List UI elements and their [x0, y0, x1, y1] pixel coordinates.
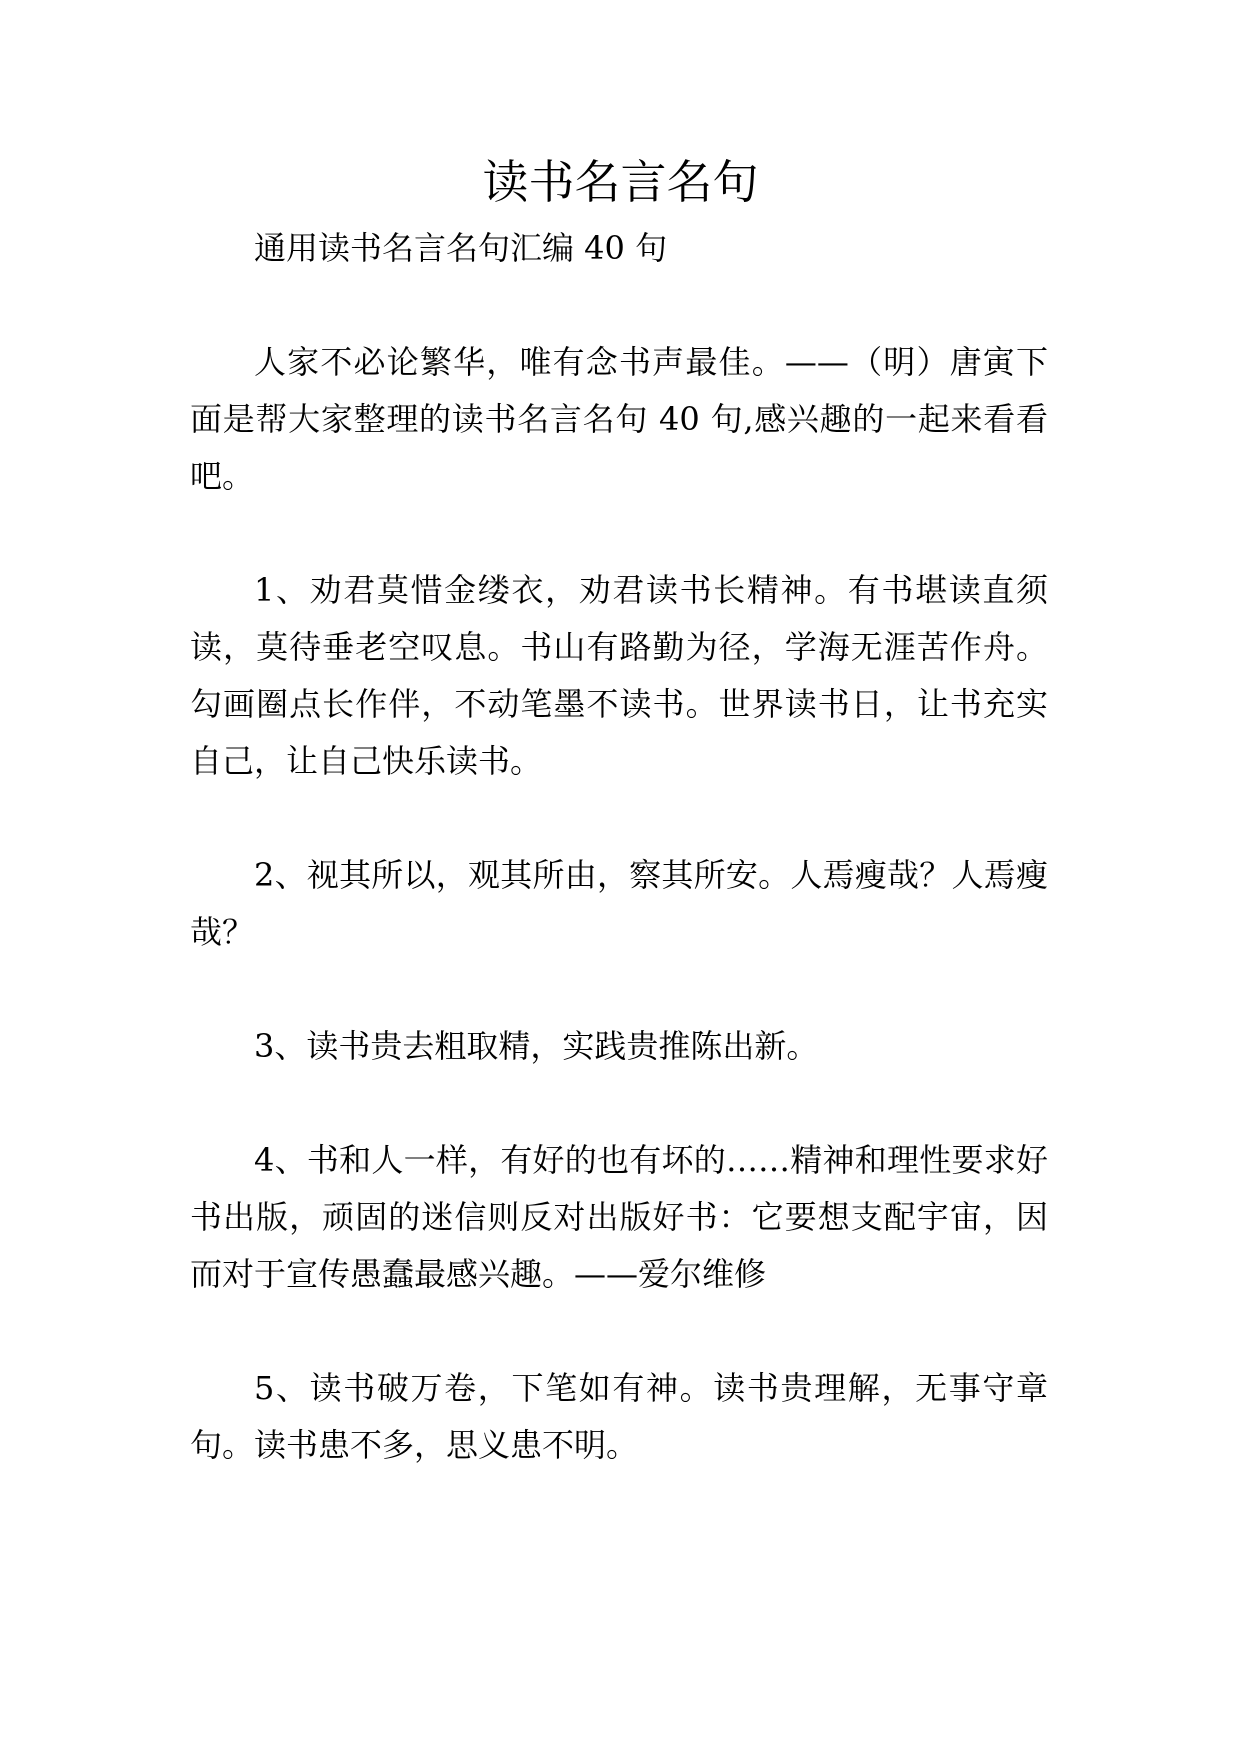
quote-paragraph-1: 1、劝君莫惜金缕衣，劝君读书长精神。有书堪读直须读，莫待垂老空叹息。书山有路勤为径，学海无涯苦作舟。勾画圈点长作伴，不动笔墨不读书。世界读书日，让书充实自己，让自己快乐读书。 — [190, 571, 1048, 780]
quote-paragraph-2: 2、视其所以，观其所由，察其所安。人焉瘦哉？人焉瘦哉？ — [190, 856, 1048, 951]
document-subtitle: 通用读书名言名句汇编 40 句 — [254, 229, 668, 267]
quote-paragraph-4: 4、书和人一样，有好的也有坏的……精神和理性要求好书出版，顽固的迷信则反对出版好书：它要想支配宇宙，因而对于宣传愚蠢最感兴趣。——爱尔维修 — [190, 1141, 1048, 1293]
quote-paragraph-3: 3、读书贵去粗取精，实践贵推陈出新。 — [254, 1027, 819, 1065]
document-body — [190, 220, 1048, 1531]
document-title: 读书名言名句 — [482, 155, 759, 209]
intro-paragraph: 人家不必论繁华，唯有念书声最佳。——（明）唐寅下面是帮大家整理的读书名言名句 40 句,感兴趣的一起来看看吧。 — [190, 343, 1048, 495]
quote-paragraph-5: 5、读书破万卷，下笔如有神。读书贵理解，无事守章句。读书患不多，思义患不明。 — [190, 1369, 1048, 1464]
